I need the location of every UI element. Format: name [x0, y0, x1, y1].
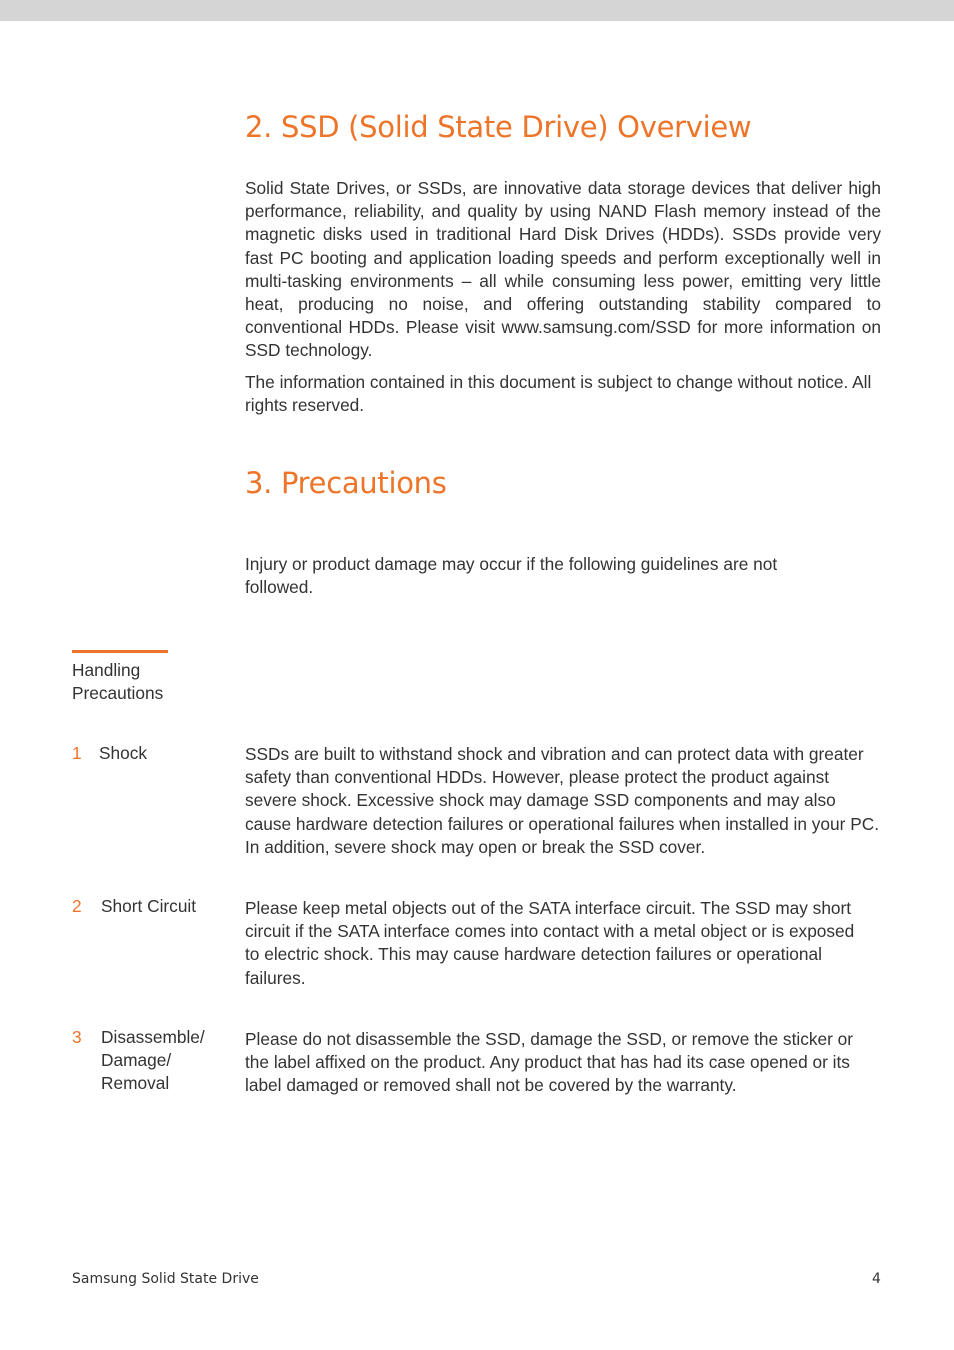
top-bar [0, 0, 954, 21]
category-label-line1: Handling [72, 660, 141, 680]
section-heading-precautions: 3. Precautions [245, 466, 447, 500]
footer-page-number: 4 [872, 1271, 881, 1287]
item-number: 1 [72, 743, 82, 763]
category-label-line2: Precautions [72, 683, 164, 704]
notice-paragraph: The information contained in this document is subject to change without notice. All rights reserved. [245, 372, 872, 416]
category-label [72, 659, 212, 705]
footer-document-title: Samsung Solid State Drive [72, 1271, 259, 1287]
item-number: 2 [72, 896, 82, 916]
item-body-short-circuit: Please keep metal objects out of the SATA interface circuit. The SSD may short circuit if the SATA interface comes into contact with a metal object or is exposed to electric shock. This may cause hardware detection failures or operational failures. [245, 898, 855, 988]
item-title-line: Damage/ [101, 1050, 172, 1071]
item-title-line: Removal [101, 1073, 170, 1094]
item-title-shock: Shock [99, 743, 148, 763]
item-number: 3 [72, 1027, 82, 1047]
overview-paragraph: Solid State Drives, or SSDs, are innovative data storage devices that deliver high performance, reliability, and quality by using NAND Flash memory instead of the magnetic disks used in traditional Hard Disk Drives (HDDs). SSDs provide very fast PC booting and application loading speeds and perform exceptionally well in multi-tasking environments – all while consuming less power, emitting very little heat, producing no noise, and offering outstanding stability compared to conventional HDDs. Please visit www.samsung.com/SSD for more information on SSD technology. [245, 178, 881, 361]
category-accent-rule [72, 650, 168, 653]
item-body-shock: SSDs are built to withstand shock and vibration and can protect data with greater safety than conventional HDDs. However, please protect the product against severe shock. Excessive shock may damage SSD components and may also cause hardware detection failures or operational failures when installed in your PC. In addition, severe shock may open or break the SSD cover. [245, 744, 879, 857]
precautions-intro: Injury or product damage may occur if the following guidelines are not followed. [245, 554, 778, 598]
section-heading-overview: 2. SSD (Solid State Drive) Overview [245, 110, 752, 144]
item-title-short-circuit: Short Circuit [101, 896, 197, 916]
item-body-disassemble: Please do not disassemble the SSD, damage the SSD, or remove the sticker or the label affixed on the product. Any product that has had its case opened or its label damaged or removed shall not be covered by the warranty. [245, 1029, 854, 1096]
item-title-disassemble [101, 1026, 231, 1096]
item-title-line: Disassemble/ [101, 1027, 205, 1047]
